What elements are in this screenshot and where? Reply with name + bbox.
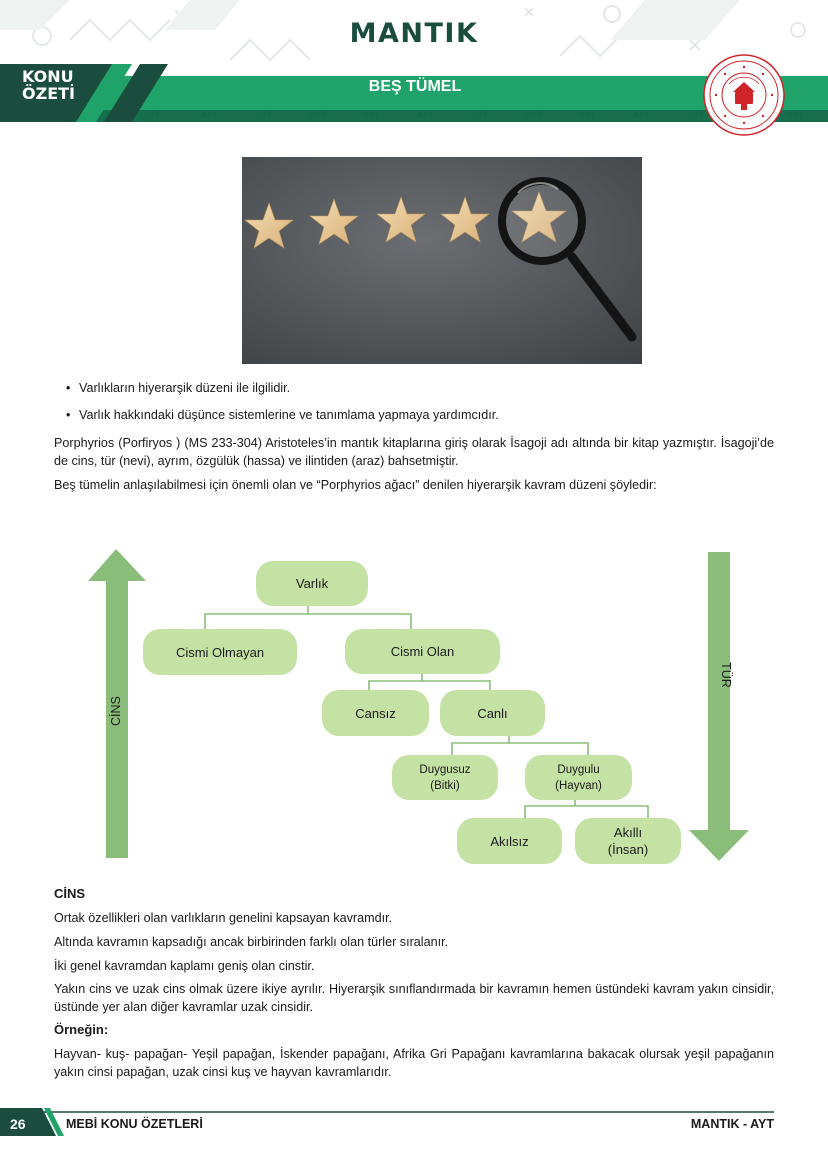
ayt-tag: AYT	[687, 110, 704, 120]
cins-line: Yakın cins ve uzak cins olmak üzere ikiye ayrılır. Hiyerarşik sınıflandırmada bir kavramın hemen üstündeki kavram yakın cinsidir, üstünde yer alan diğer kavramlar uzak cinsidir.	[54, 982, 774, 1014]
ayt-tag: AYT	[787, 110, 804, 120]
example-text: Hayvan- kuş- papağan- Yeşil papağan, İskender papağanı, Afrika Gri Papağanı kavramlarına bakacak olursak yeşil papağanın yakın cinsi papağan, uzak cinsi kuş ve hayvan kavramlarıdır.	[54, 1047, 774, 1079]
node-akilli: Akıllı (İnsan)	[575, 818, 681, 864]
ayt-tag: AYT	[201, 110, 218, 120]
cins-line: Altında kavramın kapsadığı ancak birbirinden farklı olan türler sıralanır.	[54, 935, 449, 949]
footer-subject: MANTIK - AYT	[690, 1117, 774, 1131]
ayt-tag: AYT	[633, 110, 650, 120]
bullet-text: Varlık hakkındaki düşünce sistemlerine ve tanımlama yapmaya yardımcıdır.	[79, 408, 499, 422]
node-cismi-olan: Cismi Olan	[345, 629, 500, 674]
cins-line: Ortak özellikleri olan varlıkların genelini kapsayan kavramdır.	[54, 911, 393, 925]
badge-line-2: ÖZETİ	[22, 84, 75, 103]
node-cismi-olmayan: Cismi Olmayan	[143, 629, 297, 675]
ayt-tag: AYT	[525, 110, 542, 120]
node-akilsiz: Akılsız	[457, 818, 562, 864]
node-canli: Canlı	[440, 690, 545, 736]
ayt-tag: AYT	[579, 110, 596, 120]
node-duygulu: Duygulu (Hayvan)	[525, 755, 632, 800]
example-heading: Örneğin:	[54, 1022, 109, 1037]
page-number: 26	[10, 1116, 26, 1132]
footer-series-name: MEBİ KONU ÖZETLERİ	[66, 1117, 203, 1131]
ayt-tag: AYT	[471, 110, 488, 120]
badge-line-1: KONU	[22, 67, 74, 86]
intro-paragraph: Porphyrios (Porfiryos ) (MS 233-304) Aristoteles’in mantık kitaplarına giriş olarak İsagoji adı altında bir kitap yazmıştır. İsagoji’de de cins, tür (nevi), ayrım, özgülük (hassa) ve ilintiden (araz) bahsetmiştir.	[54, 436, 774, 468]
ayt-tag: AYT	[363, 110, 380, 120]
page-title: MANTIK	[349, 18, 479, 49]
bullet-text: Varlıkların hiyerarşik düzeni ile ilgilidir.	[79, 381, 291, 395]
section-subtitle: BEŞ TÜMEL	[368, 78, 462, 95]
node-duygusuz: Duygusuz (Bitki)	[392, 755, 498, 800]
node-cansiz: Cansız	[322, 690, 429, 736]
cins-arrow-label	[109, 714, 123, 726]
cins-line: İki genel kavramdan kaplamı geniş olan cinstir.	[54, 959, 315, 973]
ayt-tag: AYT	[255, 110, 272, 120]
ministry-seal-logo	[703, 54, 785, 136]
ayt-tag: AYT	[417, 110, 434, 120]
stars-magnifier-photo	[242, 157, 642, 364]
node-varlik: Varlık	[256, 561, 368, 606]
ayt-tag: AYT	[309, 110, 326, 120]
tur-arrow-label: TÜR	[718, 662, 733, 688]
tree-intro-paragraph: Beş tümelin anlaşılabilmesi için önemli olan ve “Porphyrios ağacı” denilen hiyerarşik kavram düzeni şöyledir:	[54, 478, 657, 492]
konu-ozeti-badge	[22, 68, 75, 102]
ayt-tag: AYT	[143, 110, 160, 120]
cins-heading: CİNS	[54, 886, 86, 901]
